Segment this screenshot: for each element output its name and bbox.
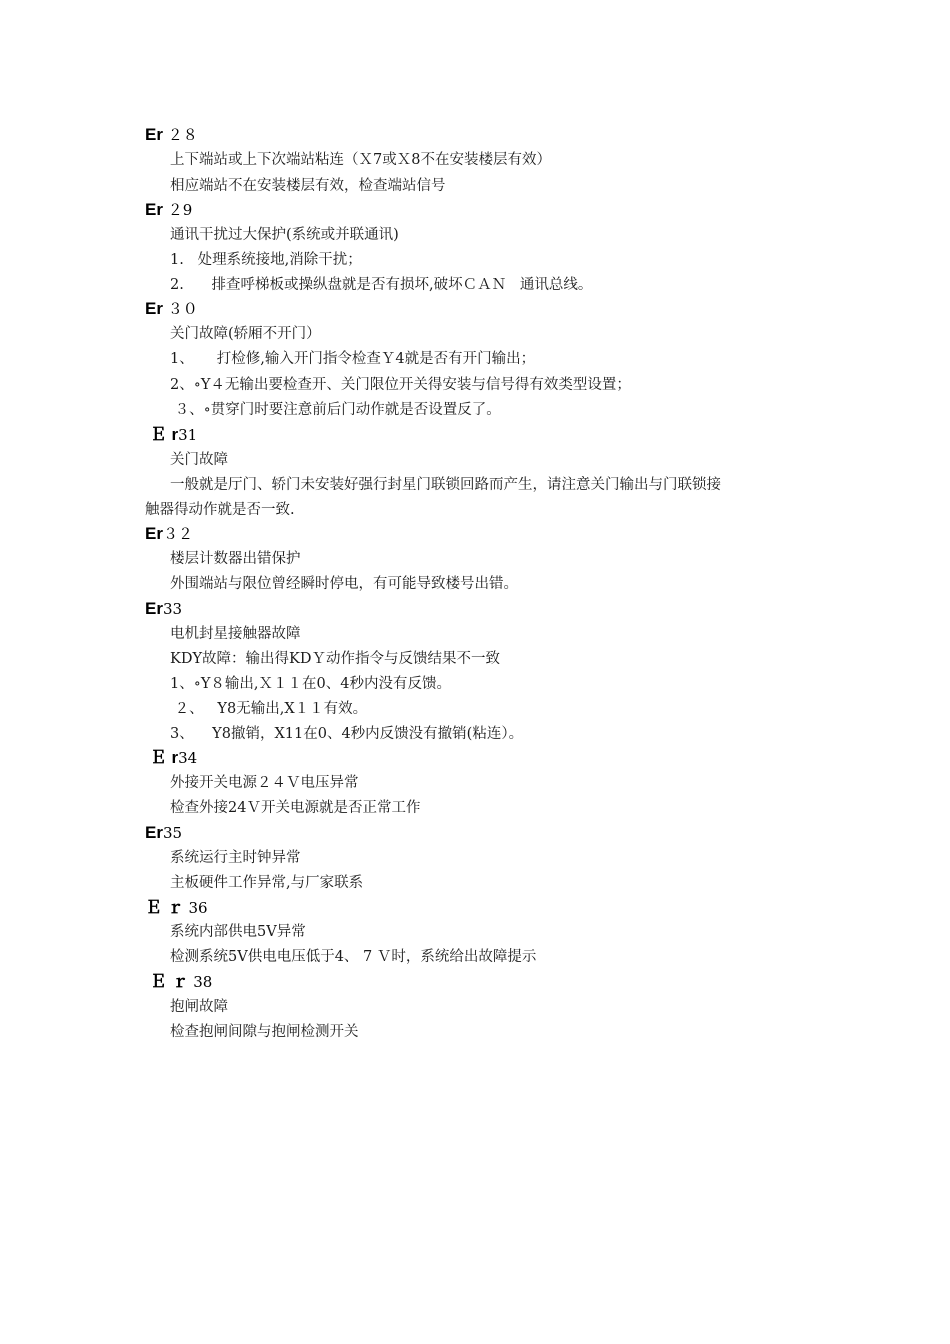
fault-remedy-step: 1. 处理系统接地,消除干扰； bbox=[170, 252, 362, 268]
fault-remedy-step: 2、∘Y４无输出要检查开、关门限位开关得安装与信号得有效类型设置； bbox=[170, 377, 631, 393]
fault-remedy: 检查抱闸间隙与抱闸检测开关 bbox=[170, 1024, 359, 1040]
fault-description: 系统运行主时钟异常 bbox=[170, 850, 301, 866]
fault-remedy-step: 1、 打检修,输入开门指令检查Ｙ4就是否有开门输出； bbox=[170, 351, 536, 367]
fault-description: 通讯干扰过大保护(系统或并联通讯) bbox=[170, 227, 399, 243]
fault-code: Ｅ r31 bbox=[145, 425, 198, 444]
fault-detail: KDY故障：输出得KDＹ动作指令与反馈结果不一致 bbox=[170, 651, 500, 667]
fault-description: 外接开关电源２４Ｖ电压异常 bbox=[170, 775, 359, 791]
fault-remedy-step: 1、∘Y８输出,Ｘ１１在0、4秒内没有反馈。 bbox=[170, 676, 451, 692]
fault-remedy-step: ２、 Y8无输出,X１１有效。 bbox=[170, 701, 368, 717]
fault-description: 电机封星接触器故障 bbox=[170, 626, 301, 642]
fault-code: Er ２9 bbox=[145, 200, 193, 219]
fault-description: 关门故障 bbox=[170, 452, 228, 468]
fault-remedy: 检查外接24Ｖ开关电源就是否正常工作 bbox=[170, 800, 421, 816]
fault-remedy-step: ３、∘贯穿门时要注意前后门动作就是否设置反了。 bbox=[170, 402, 501, 418]
fault-remedy: 外围端站与限位曾经瞬时停电，有可能导致楼号出错。 bbox=[170, 576, 518, 592]
fault-remedy-step: 2. 排查呼梯板或操纵盘就是否有损坏,破坏ＣＡＮ 通讯总线。 bbox=[170, 277, 593, 293]
fault-code: Ｅ r34 bbox=[145, 748, 198, 767]
fault-description: 抱闸故障 bbox=[170, 999, 228, 1015]
fault-remedy: 相应端站不在安装楼层有效，检查端站信号 bbox=[170, 178, 446, 194]
fault-code: Er ２８ bbox=[145, 125, 198, 144]
fault-description: 上下端站或上下次端站粘连（Ｘ7或Ｘ8不在安装楼层有效） bbox=[170, 152, 551, 168]
fault-code: Ｅ ｒ 38 bbox=[145, 972, 213, 991]
fault-remedy: 主板硬件工作异常,与厂家联系 bbox=[170, 875, 364, 891]
fault-description: 系统内部供电5V异常 bbox=[170, 924, 306, 940]
fault-code: Er３２ bbox=[145, 524, 193, 543]
fault-code: Er35 bbox=[145, 823, 183, 842]
fault-remedy-continued: 触器得动作就是否一致. bbox=[145, 502, 295, 518]
fault-remedy: 检测系统5V供电电压低于4、 7 Ｖ时，系统给出故障提示 bbox=[170, 949, 537, 965]
fault-remedy-step: 3、 Y8撤销，X11在0、4秒内反馈没有撤销(粘连）。 bbox=[170, 726, 524, 742]
fault-description: 关门故障(轿厢不开门） bbox=[170, 326, 321, 342]
fault-code: Er33 bbox=[145, 599, 183, 618]
fault-description: 楼层计数器出错保护 bbox=[170, 551, 301, 567]
fault-code: Er ３０ bbox=[145, 299, 198, 318]
fault-code: Ｅ ｒ 36 bbox=[145, 898, 208, 917]
fault-remedy: 一般就是厅门、轿门未安装好强行封星门联锁回路而产生，请注意关门输出与门联锁接 bbox=[170, 477, 721, 493]
